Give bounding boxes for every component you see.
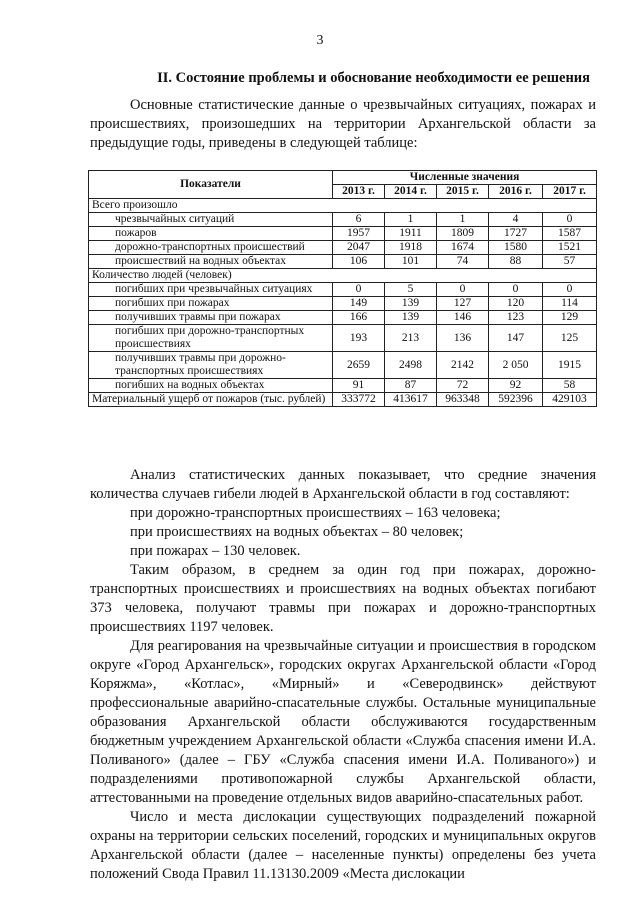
cell: 87 xyxy=(385,379,437,393)
table-header-row xyxy=(89,171,597,185)
intro-paragraph: Основные статистические данные о чрезвычайных ситуациях, пожарах и происшествиях, произошедших на территории Архангельской области за предыдущие годы, приведены в следующей таблице: xyxy=(90,97,596,151)
cell: 1 xyxy=(437,213,489,227)
cell: 1727 xyxy=(489,227,543,241)
table-row xyxy=(89,241,597,255)
cell: 120 xyxy=(489,297,543,311)
analysis-item: при происшествиях на водных объектах – 80 человек; xyxy=(130,524,464,540)
cell: 429103 xyxy=(543,393,597,407)
cell: 1674 xyxy=(437,241,489,255)
response-paragraph: Для реагирования на чрезвычайные ситуации и происшествия в городском округе «Город Архангельск», городских округах Архангельской области «Город Коряжма», «Котлас», «Мирный» и «Северодвинск» действуют профессиональные аварийно-спасательные службы. Остальные муниципальные образования Архангельской области обслуживаются государственным бюджетным учреждением Архангельской области «Служба спасения имени И.А. Поливаного» (далее – ГБУ «Служба спасения имени И.А. Поливаного») и подразделениями противопожарной службы Архангельской области, аттестованными на проведение отдельных видов аварийно-спасательных работ. xyxy=(90,638,596,806)
cell: 127 xyxy=(437,297,489,311)
analysis-summary: Таким образом, в среднем за один год при пожарах, дорожно-транспортных происшествиях и происшествиях на водных объектах погибают 373 человека, получают травмы при пожарах и дорожно-транспортных происшествиях 1197 человек. xyxy=(90,562,596,635)
cell: 0 xyxy=(333,283,385,297)
cell: 149 xyxy=(333,297,385,311)
year-header: 2017 г. xyxy=(543,185,597,199)
year-header: 2014 г. xyxy=(385,185,437,199)
row-label: происшествий на водных объектах xyxy=(89,255,333,269)
cell: 1580 xyxy=(489,241,543,255)
group-row xyxy=(89,199,597,213)
cell: 193 xyxy=(333,325,385,352)
row-label: получивших травмы при дорожно-транспортных происшествиях xyxy=(89,352,333,379)
analysis-item: при дорожно-транспортных происшествиях – 163 человека; xyxy=(130,505,501,521)
cell: 1521 xyxy=(543,241,597,255)
cell: 2 050 xyxy=(489,352,543,379)
cell: 6 xyxy=(333,213,385,227)
table-row xyxy=(89,352,597,379)
cell: 0 xyxy=(543,283,597,297)
cell: 139 xyxy=(385,297,437,311)
row-label: погибших при пожарах xyxy=(89,297,333,311)
row-label: дорожно-транспортных происшествий xyxy=(89,241,333,255)
cell: 58 xyxy=(543,379,597,393)
cell: 106 xyxy=(333,255,385,269)
cell: 101 xyxy=(385,255,437,269)
table-row xyxy=(89,311,597,325)
row-label: получивших травмы при пожарах xyxy=(89,311,333,325)
table-row xyxy=(89,227,597,241)
cell: 91 xyxy=(333,379,385,393)
table-row xyxy=(89,297,597,311)
cell: 963348 xyxy=(437,393,489,407)
cell: 92 xyxy=(489,379,543,393)
row-label: Материальный ущерб от пожаров (тыс. рублей) xyxy=(89,393,333,407)
year-header: 2015 г. xyxy=(437,185,489,199)
year-header: 2013 г. xyxy=(333,185,385,199)
analysis-item: при пожарах – 130 человек. xyxy=(130,543,301,559)
analysis-lead: Анализ статистических данных показывает, что средние значения количества случаев гибели людей в Архангельской области в год составляют: xyxy=(90,467,596,502)
group-people-label: Количество людей (человек) xyxy=(89,269,597,283)
cell: 129 xyxy=(543,311,597,325)
table-row-damage xyxy=(89,393,597,407)
table-row xyxy=(89,213,597,227)
statistics-table xyxy=(88,170,597,407)
cell: 5 xyxy=(385,283,437,297)
row-label: чрезвычайных ситуаций xyxy=(89,213,333,227)
cell: 166 xyxy=(333,311,385,325)
header-indicator: Показатели xyxy=(89,171,333,199)
cell: 139 xyxy=(385,311,437,325)
row-label: погибших на водных объектах xyxy=(89,379,333,393)
group-total-label: Всего произошло xyxy=(89,199,597,213)
cell: 147 xyxy=(489,325,543,352)
cell: 74 xyxy=(437,255,489,269)
cell: 1911 xyxy=(385,227,437,241)
table-row xyxy=(89,255,597,269)
year-header: 2016 г. xyxy=(489,185,543,199)
cell: 2047 xyxy=(333,241,385,255)
cell: 2659 xyxy=(333,352,385,379)
row-label: пожаров xyxy=(89,227,333,241)
group-row xyxy=(89,269,597,283)
cell: 125 xyxy=(543,325,597,352)
cell: 1587 xyxy=(543,227,597,241)
cell: 88 xyxy=(489,255,543,269)
cell: 114 xyxy=(543,297,597,311)
cell: 1918 xyxy=(385,241,437,255)
table-row xyxy=(89,325,597,352)
cell: 123 xyxy=(489,311,543,325)
cell: 136 xyxy=(437,325,489,352)
cell: 4 xyxy=(489,213,543,227)
cell: 57 xyxy=(543,255,597,269)
cell: 213 xyxy=(385,325,437,352)
row-label: погибших при дорожно-транспортных происшествиях xyxy=(89,325,333,352)
cell: 1915 xyxy=(543,352,597,379)
cell: 1809 xyxy=(437,227,489,241)
cell: 592396 xyxy=(489,393,543,407)
section-title: II. Состояние проблемы и обоснование необходимости ее решения xyxy=(157,70,590,86)
cell: 0 xyxy=(489,283,543,297)
header-values: Численные значения xyxy=(333,171,597,185)
analysis-text xyxy=(90,466,596,884)
cell: 0 xyxy=(437,283,489,297)
cell: 413617 xyxy=(385,393,437,407)
cell: 0 xyxy=(543,213,597,227)
page-number: 3 xyxy=(316,33,324,48)
table-row xyxy=(89,379,597,393)
table-row xyxy=(89,283,597,297)
cell: 146 xyxy=(437,311,489,325)
cell: 2498 xyxy=(385,352,437,379)
cell: 1957 xyxy=(333,227,385,241)
fire-units-paragraph: Число и места дислокации существующих подразделений пожарной охраны на территории сельских поселений, городских и муниципальных округов Архангельской области (далее – населенные пункты) определены без учета положений Свода Правил 11.13130.2009 «Места дислокации xyxy=(90,809,596,882)
cell: 72 xyxy=(437,379,489,393)
row-label: погибших при чрезвычайных ситуациях xyxy=(89,283,333,297)
cell: 1 xyxy=(385,213,437,227)
cell: 2142 xyxy=(437,352,489,379)
cell: 333772 xyxy=(333,393,385,407)
